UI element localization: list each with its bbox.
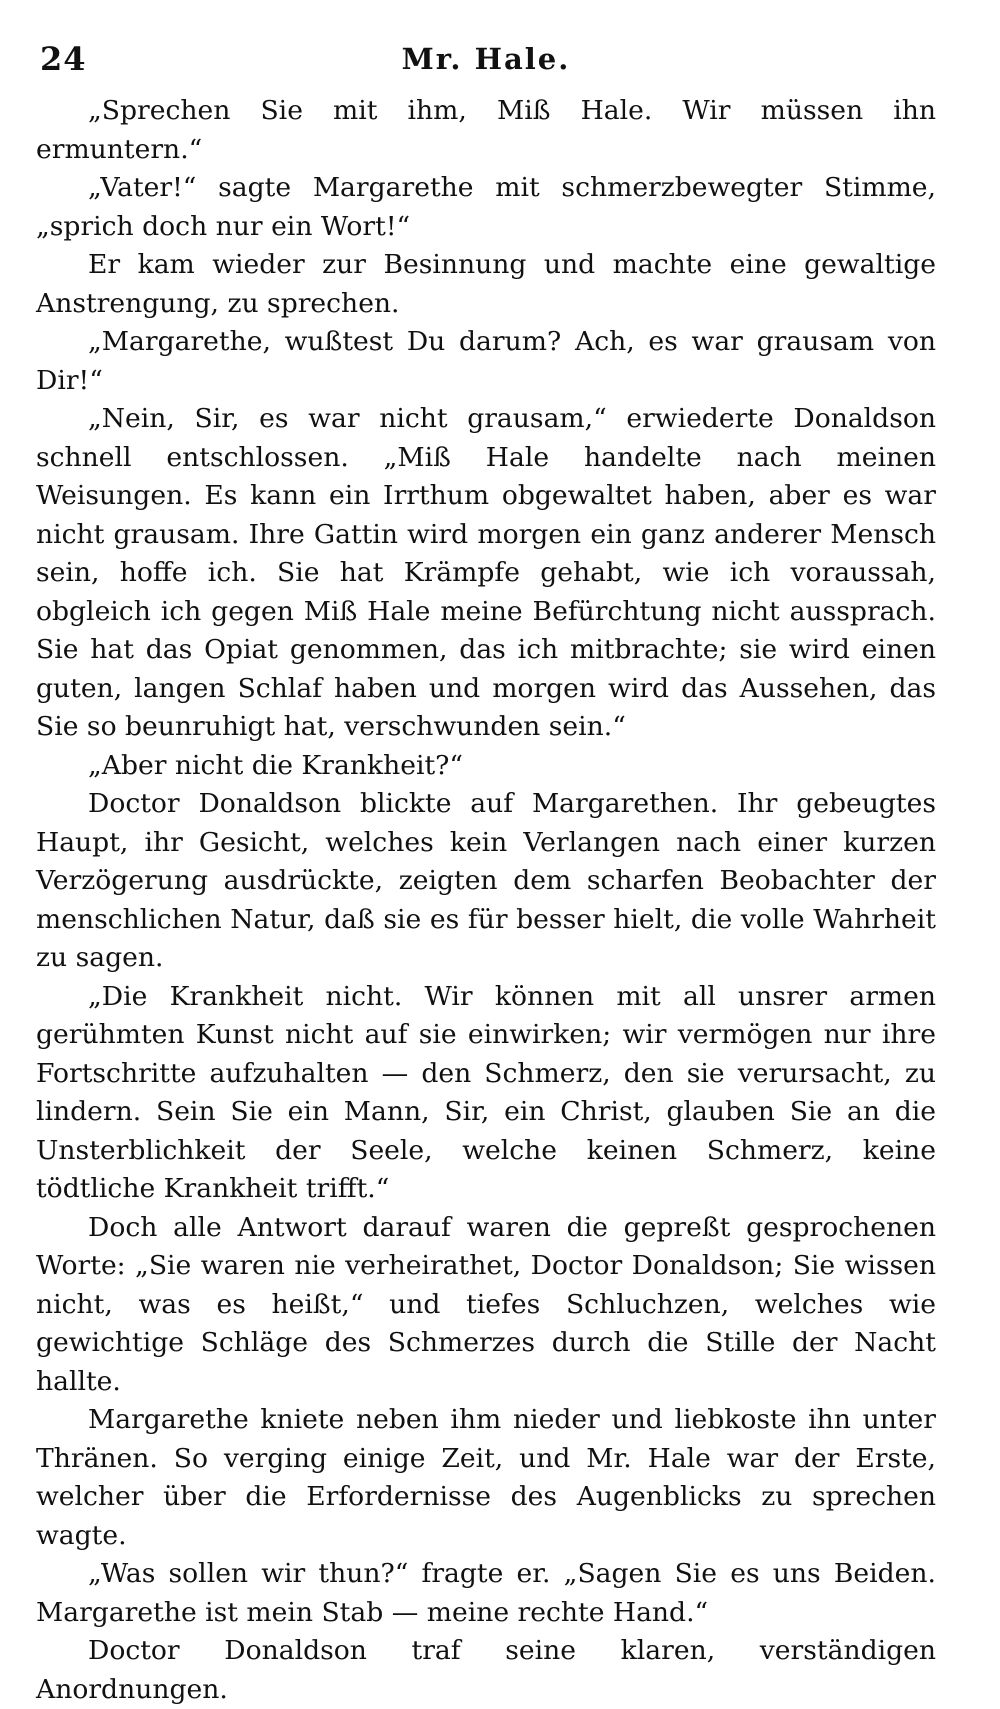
paragraph: „Sprechen Sie mit ihm, Miß Hale. Wir müssen ihn ermuntern.“ xyxy=(36,95,936,165)
paragraph: „Nein, Sir, es war nicht grausam,“ erwiederte Donaldson schnell entschlossen. „Miß Hale handelte nach meinen Weisungen. Es kann ein Irrthum obgewaltet haben, aber es war nicht grausam. Ihre Gattin wird morgen ein ganz anderer Mensch sein, hoffe ich. Sie hat Krämpfe gehabt, wie ich voraussah, obgleich ich gegen Miß Hale meine Befürchtung nicht aussprach. Sie hat das Opiat genommen, das ich mitbrachte; sie wird einen guten, langen Schlaf haben und morgen wird das Aussehen, das Sie so beunruhigt hat, verschwunden sein.“ xyxy=(36,403,936,742)
paragraph: Margarethe kniete neben ihm nieder und liebkoste ihn unter Thränen. So verging einige Zeit, und Mr. Hale war der Erste, welcher über die Erfordernisse des Augenblicks zu sprechen wagte. xyxy=(36,1404,936,1551)
paragraph: „Vater!“ sagte Margarethe mit schmerzbewegter Stimme, „sprich doch nur ein Wort!“ xyxy=(36,172,936,242)
running-title: Mr. Hale. xyxy=(401,42,571,76)
page-header xyxy=(36,30,936,80)
paragraph: „Was sollen wir thun?“ fragte er. „Sagen Sie es uns Beiden. Margarethe ist mein Stab — meine rechte Hand.“ xyxy=(36,1558,936,1628)
body-text xyxy=(36,92,936,1709)
paragraph: „Margarethe, wußtest Du darum? Ach, es war grausam von Dir!“ xyxy=(36,326,936,396)
paragraph: Er kam wieder zur Besinnung und machte eine gewaltige Anstrengung, zu sprechen. xyxy=(36,249,936,319)
book-page xyxy=(36,30,936,1705)
paragraph: Doctor Donaldson blickte auf Margarethen. Ihr gebeugtes Haupt, ihr Gesicht, welches kein Verlangen nach einer kurzen Verzögerung ausdrückte, zeigten dem scharfen Beobachter der menschlichen Natur, daß sie es für besser hielt, die volle Wahrheit zu sagen. xyxy=(36,788,936,973)
page-number: 24 xyxy=(40,40,87,78)
paragraph: Doch alle Antwort darauf waren die gepreßt gesprochenen Worte: „Sie waren nie verheirathet, Doctor Donaldson; Sie wissen nicht, was es heißt,“ und tiefes Schluchzen, welches wie gewichtige Schläge des Schmerzes durch die Stille der Nacht hallte. xyxy=(36,1211,936,1397)
paragraph: „Aber nicht die Krankheit?“ xyxy=(88,749,464,781)
paragraph: „Die Krankheit nicht. Wir können mit all unsrer armen gerühmten Kunst nicht auf sie einwirken; wir vermögen nur ihre Fortschritte aufzuhalten — den Schmerz, den sie verursacht, zu lindern. Sein Sie ein Mann, Sir, ein Christ, glauben Sie an die Unsterblichkeit der Seele, welche keinen Schmerz, keine tödtliche Krankheit trifft.“ xyxy=(36,980,936,1204)
paragraph: Doctor Donaldson traf seine klaren, verständigen Anordnungen. xyxy=(36,1635,936,1705)
